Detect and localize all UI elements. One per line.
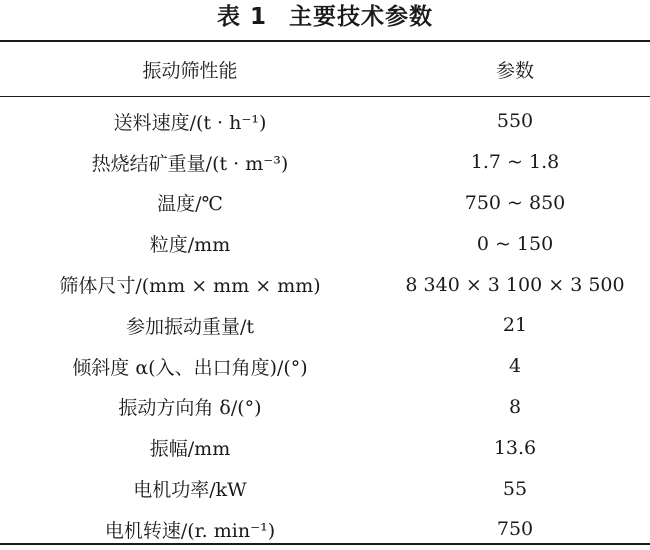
- table-row: [0, 264, 650, 305]
- row-value: 0 ~ 150: [476, 232, 554, 255]
- row-value: 550: [496, 110, 534, 133]
- table-row: [0, 346, 650, 387]
- row-name: 送料速度/(t · h⁻¹): [113, 111, 267, 134]
- row-name: 参加振动重量/t: [125, 315, 255, 338]
- row-name: 粒度/mm: [149, 234, 231, 257]
- row-name: 热烧结矿重量/(t · m⁻³): [91, 152, 289, 175]
- table-number: 表 1: [216, 4, 267, 30]
- row-value: 1.7 ~ 1.8: [470, 151, 560, 174]
- header-rule: [0, 96, 650, 97]
- bottom-rule: [0, 543, 650, 545]
- row-value: 13.6: [493, 436, 537, 459]
- table-row: [0, 387, 650, 428]
- table-row: [0, 142, 650, 183]
- row-value: 750 ~ 850: [464, 191, 566, 214]
- table-body: [0, 101, 650, 550]
- table-row: [0, 223, 650, 264]
- row-value: 8 340 × 3 100 × 3 500: [405, 273, 625, 296]
- table-row: [0, 183, 650, 224]
- table-row: [0, 305, 650, 346]
- table-row: [0, 468, 650, 509]
- table-title: 主要技术参数: [289, 4, 433, 30]
- row-name: 筛体尺寸/(mm × mm × mm): [59, 275, 321, 298]
- table-row: [0, 427, 650, 468]
- table-row: [0, 101, 650, 142]
- row-name: 温度/℃: [157, 193, 223, 216]
- row-name: 倾斜度 α(入、出口角度)/(°): [72, 356, 308, 379]
- row-value: 4: [508, 355, 522, 378]
- row-value: 8: [508, 395, 522, 418]
- table-caption: [0, 2, 650, 32]
- row-name: 电机功率/kW: [133, 479, 247, 502]
- row-value: 55: [502, 477, 528, 500]
- row-name: 振幅/mm: [149, 438, 231, 461]
- row-name: 电机转速/(r. min⁻¹): [104, 519, 276, 542]
- row-value: 21: [502, 314, 528, 337]
- row-value: 750: [496, 518, 534, 541]
- column-header-parameter: 参数: [495, 59, 534, 82]
- row-name: 振动方向角 δ/(°): [118, 397, 262, 420]
- table-header: [0, 42, 650, 96]
- column-header-performance: 振动筛性能: [142, 59, 238, 82]
